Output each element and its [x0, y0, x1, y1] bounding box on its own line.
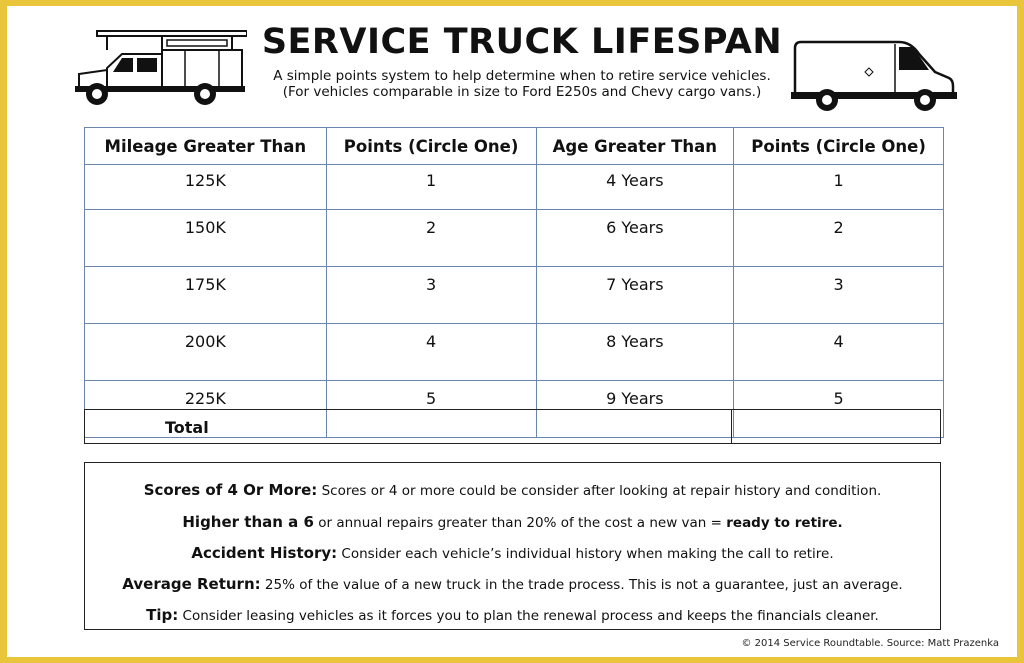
note-text: Consider each vehicle’s individual history when making the call to retire. [337, 546, 834, 562]
note-text: or annual repairs greater than 20% of the cost a new van = [313, 515, 727, 531]
mileage-points-cell[interactable]: 5 [326, 381, 536, 438]
age-cell: 8 Years [536, 324, 734, 381]
page-subtitle [247, 68, 797, 100]
age-cell: 4 Years [536, 165, 734, 210]
age-points-cell[interactable]: 3 [734, 267, 944, 324]
note-lead: Higher than a 6 [182, 513, 314, 531]
table-header-row [85, 128, 944, 165]
mileage-points-cell[interactable]: 1 [326, 165, 536, 210]
age-points-cell[interactable]: 5 [734, 381, 944, 438]
note-average-return [85, 575, 940, 593]
points-table [84, 127, 944, 438]
note-scores [85, 481, 940, 499]
cargo-van-icon [789, 38, 959, 114]
header-mileage-points: Points (Circle One) [326, 128, 536, 165]
total-label: Total [165, 418, 209, 437]
header-age: Age Greater Than [536, 128, 734, 165]
note-text: Scores or 4 or more could be consider after looking at repair history and condition. [317, 483, 882, 499]
age-points-cell[interactable]: 1 [734, 165, 944, 210]
note-accident-history [85, 544, 940, 562]
page-title: SERVICE TRUCK LIFESPAN [261, 22, 783, 62]
table-row [85, 324, 944, 381]
note-lead: Average Return: [122, 575, 261, 593]
document-page [7, 6, 1017, 657]
note-text: 25% of the value of a new truck in the trade process. This is not a guarantee, just an average. [260, 577, 903, 593]
service-truck-icon [67, 28, 247, 108]
age-cell: 6 Years [536, 210, 734, 267]
total-box [84, 409, 941, 444]
note-text: Consider leasing vehicles as it forces you to plan the renewal process and keeps the financials cleaner. [178, 608, 879, 624]
footer-credit: © 2014 Service Roundtable. Source: Matt Prazenka [741, 638, 999, 649]
table-row [85, 210, 944, 267]
mileage-points-cell[interactable]: 4 [326, 324, 536, 381]
total-divider [731, 410, 732, 443]
note-lead: Scores of 4 Or More: [143, 481, 318, 499]
mileage-points-cell[interactable]: 3 [326, 267, 536, 324]
note-higher-than-6 [85, 513, 940, 531]
header-age-points: Points (Circle One) [734, 128, 944, 165]
mileage-cell: 150K [85, 210, 327, 267]
note-lead: Accident History: [191, 544, 338, 562]
mileage-cell: 200K [85, 324, 327, 381]
subtitle-line-1: A simple points system to help determine when to retire service vehicles. [273, 68, 771, 84]
age-points-cell[interactable]: 4 [734, 324, 944, 381]
mileage-cell: 125K [85, 165, 327, 210]
note-tip [85, 606, 940, 624]
note-lead: Tip: [146, 606, 179, 624]
age-cell: 7 Years [536, 267, 734, 324]
mileage-points-cell[interactable]: 2 [326, 210, 536, 267]
mileage-cell: 175K [85, 267, 327, 324]
notes-box [84, 462, 941, 630]
header-mileage: Mileage Greater Than [85, 128, 327, 165]
mileage-cell: 225K [85, 381, 327, 438]
age-points-cell[interactable]: 2 [734, 210, 944, 267]
age-cell: 9 Years [536, 381, 734, 438]
note-emphasis: ready to retire. [726, 515, 843, 531]
table-row [85, 165, 944, 210]
subtitle-line-2: (For vehicles comparable in size to Ford E250s and Chevy cargo vans.) [282, 84, 762, 100]
table-row [85, 267, 944, 324]
